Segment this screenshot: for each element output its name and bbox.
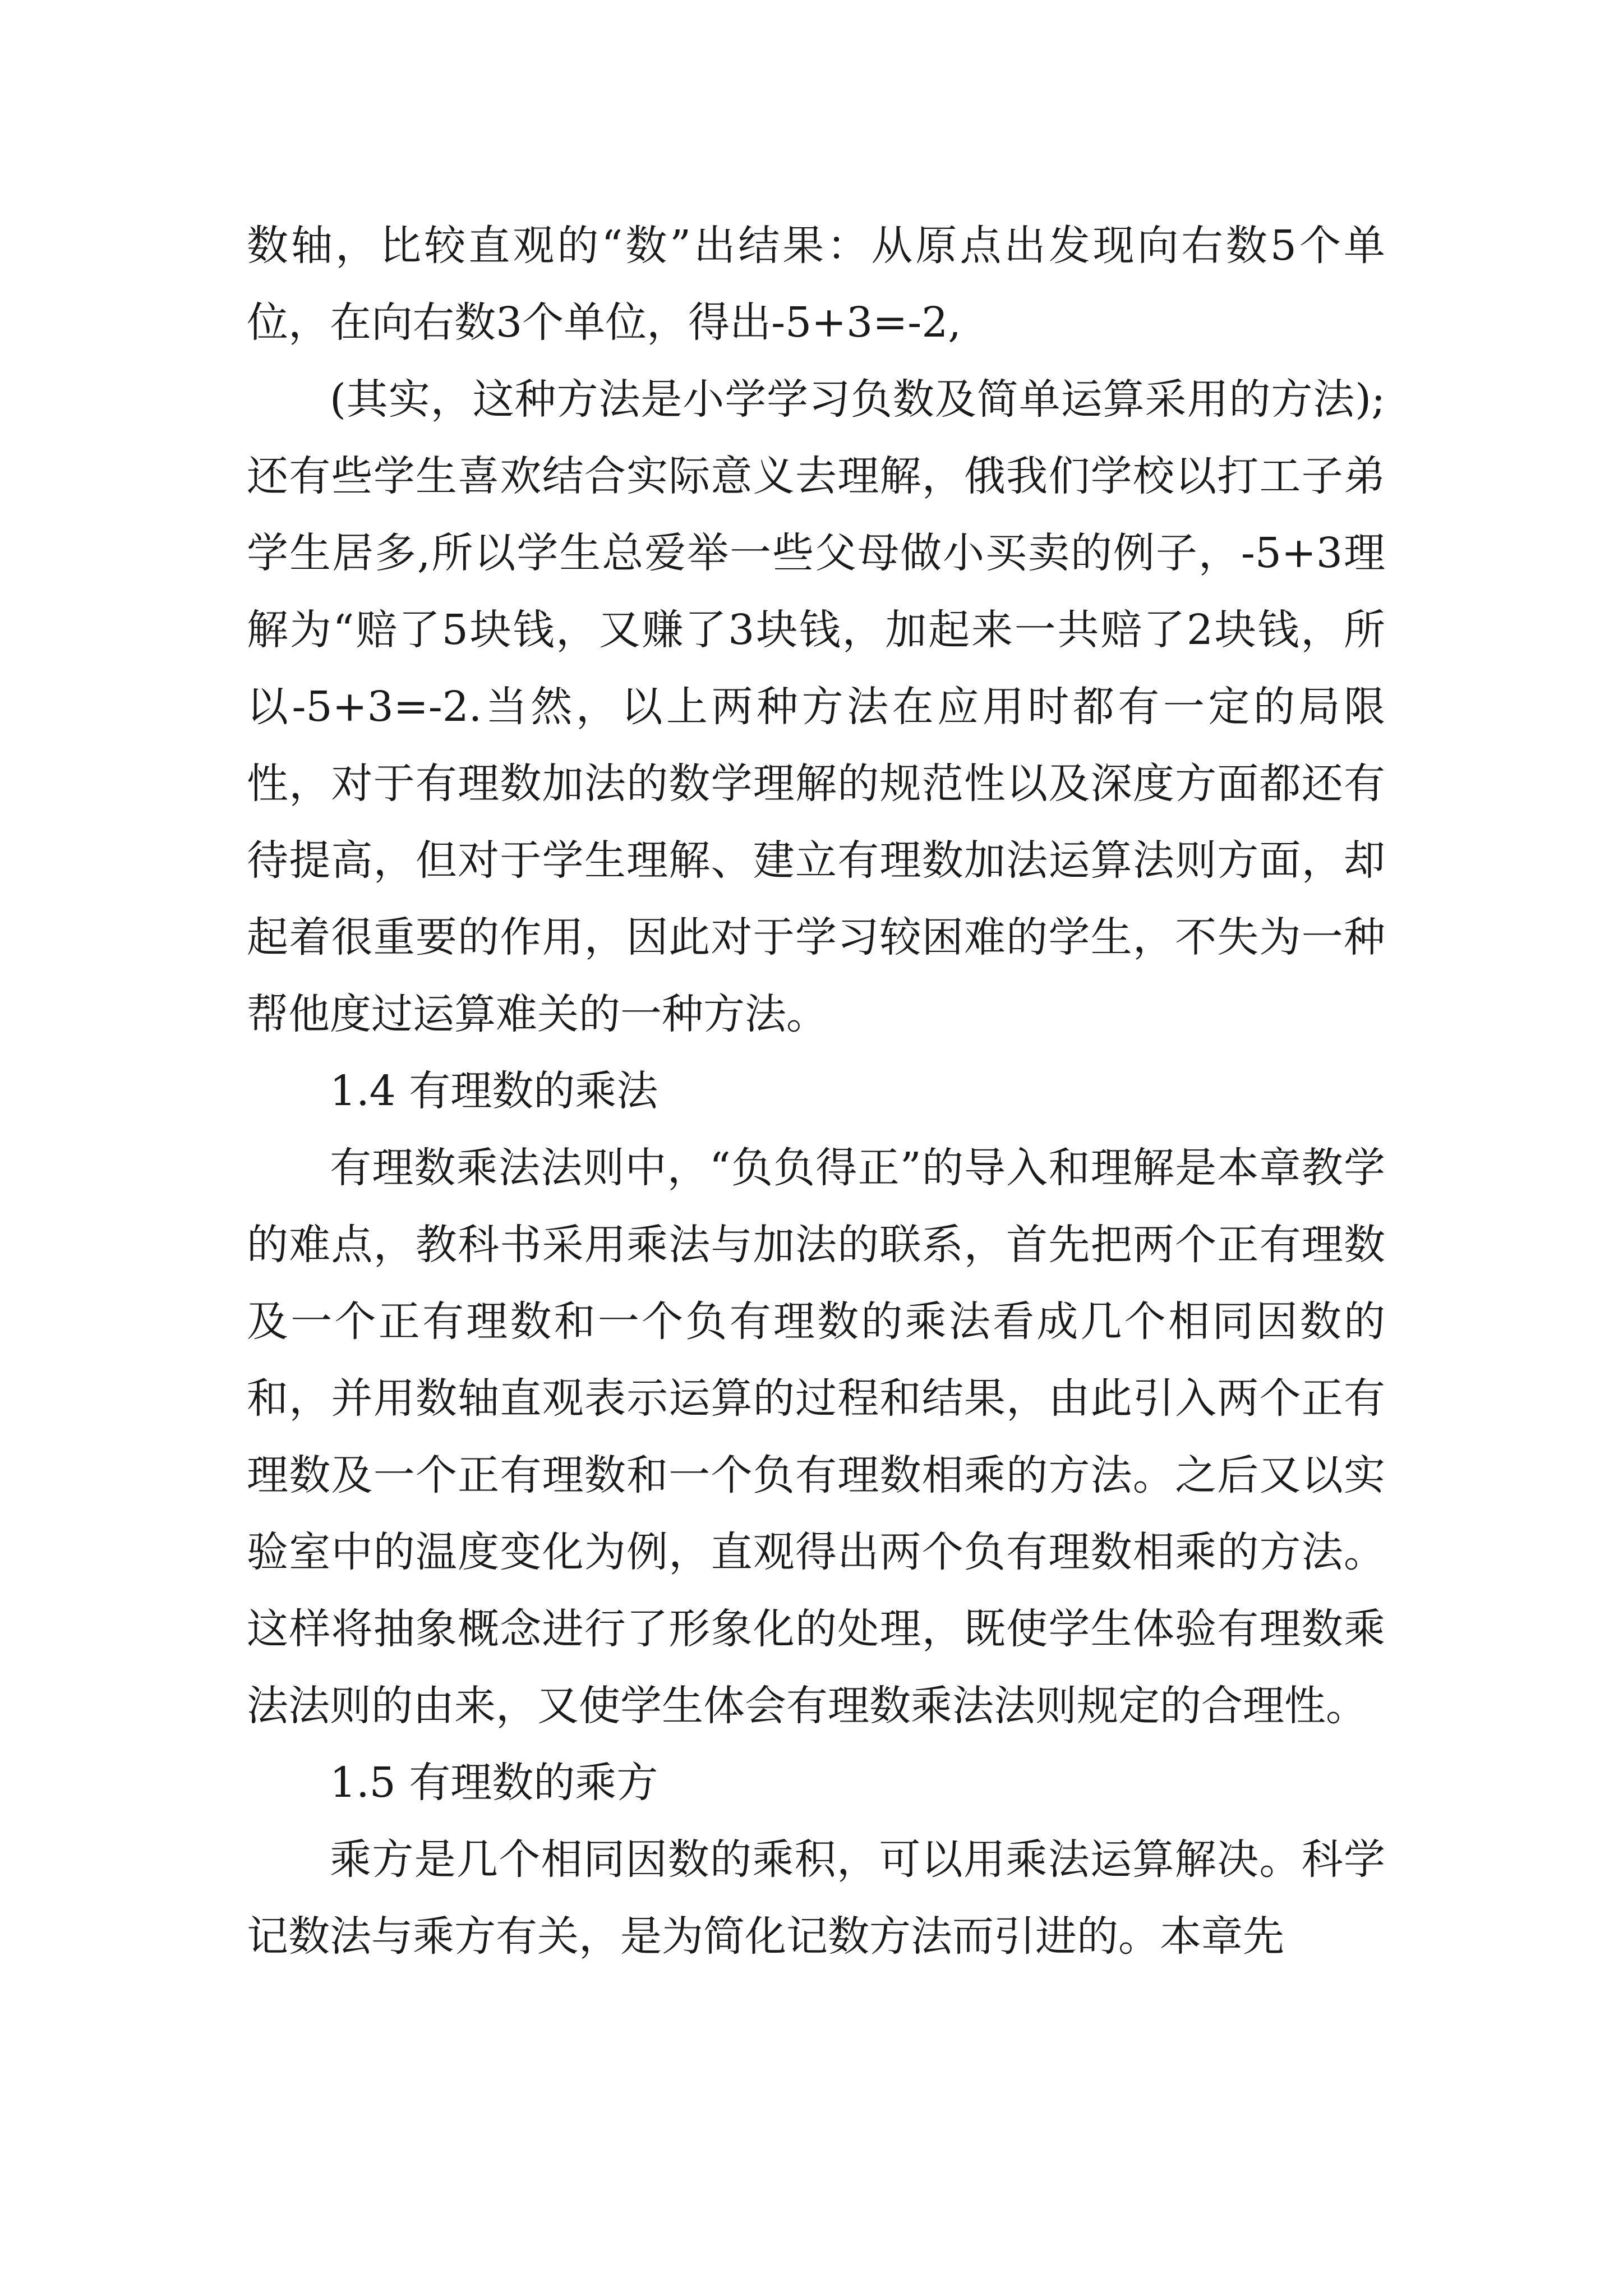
section-heading-power: 1.5 有理数的乘方 xyxy=(330,1759,658,1807)
paragraph-continuation: 数轴，比较直观的“数”出结果：从原点出发现向右数5个单位，在向右数3个单位，得出-5+3=-2, xyxy=(247,222,1385,347)
paragraph-multiplication: 有理数乘法法则中，“负负得正”的导入和理解是本章教学的难点，教科书采用乘法与加法的联系，首先把两个正有理数及一个正有理数和一个负有理数的乘法看成几个相同因数的和，并用数轴直观表示运算的过程和结果，由此引入两个正有理数及一个正有理数和一个负有理数相乘的方法。之后又以实验室中的温度变化为例，直观得出两个负有理数相乘的方法。这样将抽象概念进行了形象化的处理，既使学生体验有理数乘法法则的由来，又使学生体会有理数乘法法则规定的合理性。 xyxy=(247,1144,1385,1730)
paragraph-power: 乘方是几个相同因数的乘积，可以用乘法运算解决。科学记数法与乘方有关，是为简化记数方法而引进的。本章先 xyxy=(247,1835,1385,1961)
section-heading-multiplication: 1.4 有理数的乘法 xyxy=(330,1067,658,1115)
paragraph-addition-methods: (其实，这种方法是小学学习负数及简单运算采用的方法);还有些学生喜欢结合实际意义去理解，俄我们学校以打工子弟学生居多,所以学生总爱举一些父母做小买卖的例子，-5+3理解为“赔了5块钱，又赚了3块钱，加起来一共赔了2块钱，所以-5+3=-2.当然，以上两种方法在应用时都有一定的局限性，对于有理数加法的数学理解的规范性以及深度方面都还有待提高，但对于学生理解、建立有理数加法运算法则方面，却起着很重要的作用，因此对于学习较困难的学生，不失为一种帮他度过运算难关的一种方法。 xyxy=(247,375,1385,1038)
document-page xyxy=(247,208,1385,1975)
